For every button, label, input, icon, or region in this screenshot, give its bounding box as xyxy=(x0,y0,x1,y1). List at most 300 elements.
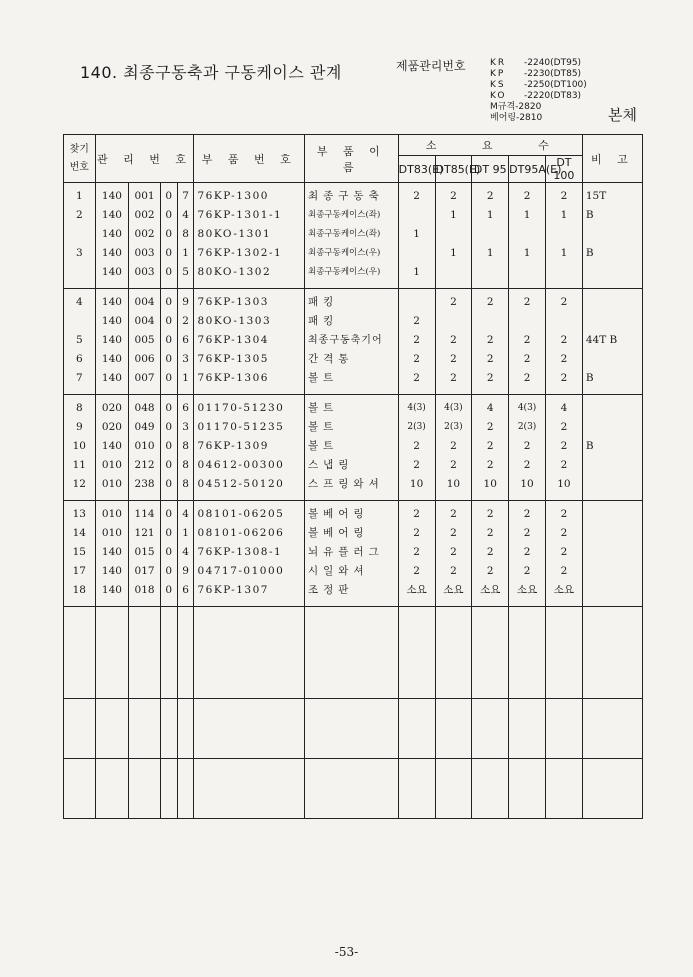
col-find-no xyxy=(64,501,96,607)
quantity: 2 xyxy=(523,459,531,471)
model-code: KR xyxy=(490,58,507,68)
quantity: 4 xyxy=(560,402,568,414)
mgmt-no-4: 6 xyxy=(182,584,189,596)
mgmt-no-2: 212 xyxy=(134,459,155,471)
part-number: 08101-06205 xyxy=(197,508,285,520)
mgmt-no-3: 0 xyxy=(165,546,173,558)
quantity xyxy=(546,263,582,282)
find-no: 4 xyxy=(75,296,83,308)
quantity: 2 xyxy=(560,372,568,384)
empty-cell xyxy=(194,699,305,759)
empty-cell xyxy=(129,607,161,699)
quantity xyxy=(436,312,472,331)
empty-cell xyxy=(305,607,399,699)
quantity: 2 xyxy=(560,296,568,308)
col-mgmt-no-2 xyxy=(129,501,161,607)
col-mgmt-no-3 xyxy=(160,289,177,395)
col-qty-0 xyxy=(398,289,435,395)
find-no: 1 xyxy=(75,190,83,202)
quantity: 2(3) xyxy=(407,422,426,432)
mgmt-no-2: 005 xyxy=(134,334,155,346)
mgmt-no-1: 140 xyxy=(101,296,122,308)
col-mgmt-no-4 xyxy=(177,183,194,289)
find-no: 3 xyxy=(75,247,83,259)
part-number: 04717-01000 xyxy=(197,565,285,577)
quantity: 2 xyxy=(450,565,457,577)
empty-cell xyxy=(472,759,509,819)
quantity: 2 xyxy=(560,527,568,539)
empty-cell xyxy=(64,699,96,759)
mgmt-no-1: 140 xyxy=(101,228,122,240)
model-item xyxy=(490,113,587,124)
col-mgmt-no-3 xyxy=(160,183,177,289)
part-number: 01170-51235 xyxy=(197,421,285,433)
quantity xyxy=(472,263,508,282)
quantity: 1 xyxy=(413,228,420,240)
col-qty-2 xyxy=(472,501,509,607)
col-qty-4 xyxy=(545,183,582,289)
quantity: 4 xyxy=(486,402,494,414)
table-row-group xyxy=(64,395,643,501)
col-mgmt-no-1 xyxy=(95,183,129,289)
mgmt-no-2: 006 xyxy=(134,353,155,365)
mgmt-no-2: 001 xyxy=(134,190,155,202)
col-qty-3 xyxy=(509,395,546,501)
mgmt-no-1: 140 xyxy=(101,584,122,596)
mgmt-no-2: 004 xyxy=(134,296,155,308)
mgmt-no-4: 5 xyxy=(182,266,189,278)
empty-cell xyxy=(129,759,161,819)
mgmt-no-2: 003 xyxy=(134,266,155,278)
mgmt-no-4: 8 xyxy=(182,228,189,240)
page-title: 140. 최종구동축과 구동케이스 관계 xyxy=(80,63,342,82)
table-row-group xyxy=(64,289,643,395)
remark: B xyxy=(585,440,594,452)
mgmt-no-4: 7 xyxy=(182,190,189,202)
mgmt-no-1: 010 xyxy=(101,478,122,490)
mgmt-no-1: 140 xyxy=(101,190,122,202)
remark: B xyxy=(585,247,594,259)
find-no xyxy=(64,312,95,331)
mgmt-no-1: 140 xyxy=(101,334,122,346)
header-find-no: 찾기 번호 xyxy=(64,135,96,183)
col-remark xyxy=(582,183,642,289)
quantity: 2 xyxy=(450,372,457,384)
model-item xyxy=(490,80,587,91)
quantity: 2 xyxy=(486,440,494,452)
quantity: 2 xyxy=(413,440,420,452)
empty-cell xyxy=(398,699,435,759)
quantity xyxy=(472,225,508,244)
mgmt-no-1: 020 xyxy=(101,421,122,433)
header-remark: 비 고 xyxy=(582,135,642,183)
qty-col-dt100: DT 100 xyxy=(545,156,582,183)
find-no: 7 xyxy=(75,372,83,384)
part-name: 최종구동케이스(좌) xyxy=(308,229,381,239)
col-part-number xyxy=(194,395,305,501)
quantity: 10 xyxy=(446,478,461,490)
empty-cell xyxy=(160,759,177,819)
part-number: 80KO-1301 xyxy=(197,228,272,240)
empty-cell xyxy=(160,699,177,759)
mgmt-no-3: 0 xyxy=(165,565,173,577)
mgmt-no-4: 4 xyxy=(182,546,189,558)
mgmt-no-1: 140 xyxy=(101,565,122,577)
quantity: 2 xyxy=(486,546,494,558)
quantity: 4(3) xyxy=(517,403,537,413)
remark xyxy=(583,456,642,475)
mgmt-no-2: 121 xyxy=(134,527,155,539)
quantity: 2 xyxy=(450,459,457,471)
model-item xyxy=(490,58,587,69)
quantity: 1 xyxy=(450,209,457,221)
empty-cell xyxy=(194,759,305,819)
quantity: 2 xyxy=(560,565,568,577)
model-value: -2240(DT95) xyxy=(524,58,582,68)
mgmt-no-4: 1 xyxy=(182,527,189,539)
find-no: 8 xyxy=(75,402,83,414)
remark xyxy=(583,505,642,524)
mgmt-no-2: 049 xyxy=(134,421,155,433)
find-no: 17 xyxy=(72,565,86,577)
quantity: 2 xyxy=(523,546,531,558)
part-name: 뇌유플러그 xyxy=(308,546,384,558)
col-qty-2 xyxy=(472,395,509,501)
quantity: 1 xyxy=(486,247,494,259)
quantity: 10 xyxy=(483,478,497,490)
mgmt-no-2: 017 xyxy=(134,565,155,577)
col-mgmt-no-2 xyxy=(129,395,161,501)
mgmt-no-3: 0 xyxy=(165,190,173,202)
header-quantity: 소 요 수 xyxy=(398,135,582,156)
quantity: 2 xyxy=(413,565,420,577)
quantity: 10 xyxy=(409,478,424,490)
qty-col-dt95ae: DT95A(E) xyxy=(509,156,546,183)
quantity: 2 xyxy=(523,334,531,346)
parts-table xyxy=(63,134,643,819)
col-find-no xyxy=(64,395,96,501)
quantity: 2 xyxy=(413,508,420,520)
part-number: 76KP-1309 xyxy=(197,440,269,452)
quantity: 2 xyxy=(523,508,531,520)
quantity: 1 xyxy=(413,266,420,278)
quantity xyxy=(509,225,545,244)
quantity: 1 xyxy=(523,247,531,259)
col-qty-4 xyxy=(545,501,582,607)
model-list xyxy=(490,58,587,124)
part-name: 최종구동케이스(좌) xyxy=(308,210,381,220)
quantity: 2 xyxy=(560,546,568,558)
find-no: 9 xyxy=(75,421,83,433)
model-item xyxy=(490,69,587,80)
quantity: 2 xyxy=(523,527,531,539)
quantity xyxy=(472,312,508,331)
mgmt-no-2: 007 xyxy=(134,372,155,384)
find-no: 13 xyxy=(72,508,86,520)
col-qty-2 xyxy=(472,289,509,395)
quantity: 2 xyxy=(560,459,568,471)
mgmt-no-2: 114 xyxy=(134,508,155,520)
mgmt-no-1: 140 xyxy=(101,209,122,221)
model-value: 베어링-2810 xyxy=(490,113,543,123)
model-item xyxy=(490,91,587,102)
col-find-no xyxy=(64,183,96,289)
header-mgmt-no: 관 리 번 호 xyxy=(95,135,194,183)
empty-cell xyxy=(582,699,642,759)
part-name: 볼트 xyxy=(308,402,339,414)
quantity: 2 xyxy=(486,372,494,384)
col-qty-3 xyxy=(509,289,546,395)
mgmt-no-1: 010 xyxy=(101,527,122,539)
find-no: 10 xyxy=(72,440,86,452)
remark xyxy=(583,225,642,244)
model-code: KO xyxy=(490,91,507,101)
quantity: 소요 xyxy=(406,584,427,596)
quantity: 2 xyxy=(450,440,457,452)
quantity: 2 xyxy=(560,353,568,365)
quantity: 2 xyxy=(560,440,568,452)
part-number: 76KP-1301-1 xyxy=(197,209,283,221)
find-no: 5 xyxy=(75,334,83,346)
find-no: 6 xyxy=(75,353,83,365)
col-mgmt-no-3 xyxy=(160,395,177,501)
mgmt-no-4: 9 xyxy=(182,565,189,577)
part-name: 볼베어링 xyxy=(308,527,369,539)
mgmt-no-1: 140 xyxy=(101,546,122,558)
mgmt-no-3: 0 xyxy=(165,459,173,471)
mgmt-no-4: 3 xyxy=(182,353,189,365)
part-number: 76KP-1300 xyxy=(197,190,269,202)
mgmt-no-3: 0 xyxy=(165,209,173,221)
col-qty-0 xyxy=(398,183,435,289)
remark xyxy=(583,475,642,494)
quantity: 4(3) xyxy=(444,403,463,413)
empty-cell xyxy=(95,607,129,699)
empty-cell xyxy=(435,759,472,819)
mgmt-no-3: 0 xyxy=(165,421,173,433)
part-name: 시일와셔 xyxy=(308,565,369,577)
part-number: 76KP-1303 xyxy=(197,296,269,308)
product-mgmt-label: 제품관리번호 xyxy=(396,59,466,73)
remark xyxy=(583,399,642,418)
col-mgmt-no-1 xyxy=(95,395,129,501)
part-number: 76KP-1302-1 xyxy=(197,247,283,259)
quantity: 소요 xyxy=(480,584,501,596)
part-name: 패킹 xyxy=(308,296,339,308)
mgmt-no-4: 8 xyxy=(182,440,189,452)
mgmt-no-4: 1 xyxy=(182,247,189,259)
col-qty-1 xyxy=(435,395,472,501)
mgmt-no-3: 0 xyxy=(165,228,173,240)
col-part-name xyxy=(305,501,399,607)
part-name: 볼베어링 xyxy=(308,508,369,520)
remark xyxy=(583,312,642,331)
find-no xyxy=(64,225,95,244)
empty-cell xyxy=(509,607,546,699)
quantity: 1 xyxy=(450,247,457,259)
quantity xyxy=(436,225,472,244)
qty-col-dt83e: DT83(E) xyxy=(398,156,435,183)
table-row-group xyxy=(64,501,643,607)
section-label: 본체 xyxy=(608,106,637,124)
quantity: 2 xyxy=(486,527,494,539)
quantity xyxy=(399,244,435,263)
empty-cell xyxy=(582,607,642,699)
page-number: -53- xyxy=(334,945,359,959)
model-value: -2230(DT85) xyxy=(524,69,582,79)
remark xyxy=(583,418,642,437)
quantity: 2 xyxy=(450,527,457,539)
quantity xyxy=(399,206,435,225)
col-qty-0 xyxy=(398,501,435,607)
mgmt-no-3: 0 xyxy=(165,508,173,520)
mgmt-no-1: 010 xyxy=(101,508,122,520)
mgmt-no-1: 140 xyxy=(101,440,122,452)
find-no: 15 xyxy=(72,546,86,558)
quantity: 2 xyxy=(413,372,420,384)
mgmt-no-4: 3 xyxy=(182,421,189,433)
col-mgmt-no-1 xyxy=(95,501,129,607)
quantity: 1 xyxy=(486,209,494,221)
empty-cell xyxy=(545,607,582,699)
quantity xyxy=(399,293,435,312)
header-part-name: 부 품 이 름 xyxy=(305,135,399,183)
mgmt-no-3: 0 xyxy=(165,247,173,259)
empty-cell xyxy=(95,759,129,819)
remark xyxy=(583,562,642,581)
col-part-number xyxy=(194,501,305,607)
quantity: 2 xyxy=(450,508,457,520)
part-number: 76KP-1308-1 xyxy=(197,546,283,558)
qty-col-dt95: DT 95 xyxy=(472,156,509,183)
mgmt-no-1: 140 xyxy=(101,353,122,365)
quantity: 2 xyxy=(486,334,494,346)
quantity: 2 xyxy=(413,527,420,539)
empty-cell xyxy=(545,699,582,759)
quantity: 소요 xyxy=(516,584,538,596)
part-name: 최종구동축기어 xyxy=(308,335,383,346)
quantity: 2 xyxy=(450,296,457,308)
quantity: 2 xyxy=(486,565,494,577)
mgmt-no-4: 8 xyxy=(182,459,189,471)
table-row-group xyxy=(64,183,643,289)
mgmt-no-1: 010 xyxy=(101,459,122,471)
quantity xyxy=(546,225,582,244)
remark xyxy=(583,581,642,600)
mgmt-no-1: 140 xyxy=(101,266,122,278)
col-mgmt-no-2 xyxy=(129,289,161,395)
mgmt-no-3: 0 xyxy=(165,527,173,539)
mgmt-no-2: 238 xyxy=(134,478,155,490)
col-mgmt-no-4 xyxy=(177,395,194,501)
empty-cell xyxy=(509,699,546,759)
remark: B xyxy=(585,372,594,384)
remark: B xyxy=(585,209,594,221)
part-name: 최종구동케이스(우) xyxy=(308,248,381,258)
col-mgmt-no-1 xyxy=(95,289,129,395)
quantity: 2 xyxy=(413,190,420,202)
mgmt-no-3: 0 xyxy=(165,353,173,365)
col-qty-4 xyxy=(545,395,582,501)
empty-row xyxy=(64,699,643,759)
quantity: 2 xyxy=(413,315,420,327)
part-name: 볼트 xyxy=(308,421,339,433)
part-number: 76KP-1304 xyxy=(197,334,269,346)
find-no xyxy=(64,263,95,282)
col-qty-0 xyxy=(398,395,435,501)
quantity: 2 xyxy=(560,421,568,433)
quantity: 10 xyxy=(557,478,571,490)
model-value: -2250(DT100) xyxy=(524,80,587,90)
col-part-name xyxy=(305,395,399,501)
col-qty-1 xyxy=(435,289,472,395)
quantity xyxy=(509,263,545,282)
part-name: 간격통 xyxy=(308,353,354,365)
quantity: 2 xyxy=(486,296,494,308)
model-code: KP xyxy=(490,69,506,79)
quantity: 2 xyxy=(523,565,531,577)
part-name: 조정판 xyxy=(308,584,354,596)
mgmt-no-1: 140 xyxy=(101,247,122,259)
remark: 44T B xyxy=(585,334,618,346)
remark xyxy=(583,350,642,369)
empty-cell xyxy=(582,759,642,819)
quantity: 2 xyxy=(413,546,420,558)
part-number: 04612-00300 xyxy=(197,459,285,471)
col-part-number xyxy=(194,289,305,395)
find-no: 2 xyxy=(75,209,83,221)
part-name: 최종구동케이스(우) xyxy=(308,267,381,277)
col-part-name xyxy=(305,289,399,395)
quantity: 2 xyxy=(486,190,494,202)
remark xyxy=(583,293,642,312)
find-no: 14 xyxy=(72,527,86,539)
part-number: 76KP-1305 xyxy=(197,353,269,365)
empty-cell xyxy=(177,607,194,699)
col-mgmt-no-2 xyxy=(129,183,161,289)
mgmt-no-4: 6 xyxy=(182,334,189,346)
remark xyxy=(583,524,642,543)
quantity: 소요 xyxy=(553,584,575,596)
quantity: 2 xyxy=(450,353,457,365)
part-name: 패킹 xyxy=(308,315,339,327)
empty-cell xyxy=(435,699,472,759)
mgmt-no-4: 1 xyxy=(182,372,189,384)
mgmt-no-4: 6 xyxy=(182,402,189,414)
quantity: 2 xyxy=(560,508,568,520)
col-qty-3 xyxy=(509,501,546,607)
empty-cell xyxy=(435,607,472,699)
quantity: 2 xyxy=(486,353,494,365)
mgmt-no-4: 2 xyxy=(182,315,189,327)
mgmt-no-3: 0 xyxy=(165,440,173,452)
part-name: 최종구동축 xyxy=(308,190,384,202)
mgmt-no-1: 020 xyxy=(101,402,122,414)
empty-cell xyxy=(545,759,582,819)
mgmt-no-4: 8 xyxy=(182,478,189,490)
mgmt-no-3: 0 xyxy=(165,372,173,384)
quantity xyxy=(509,312,545,331)
quantity: 2 xyxy=(413,459,420,471)
quantity: 2(3) xyxy=(517,422,537,432)
mgmt-no-3: 0 xyxy=(165,334,173,346)
col-mgmt-no-3 xyxy=(160,501,177,607)
empty-cell xyxy=(509,759,546,819)
mgmt-no-2: 015 xyxy=(134,546,155,558)
quantity: 1 xyxy=(560,247,568,259)
quantity: 2 xyxy=(560,190,568,202)
mgmt-no-3: 0 xyxy=(165,478,173,490)
